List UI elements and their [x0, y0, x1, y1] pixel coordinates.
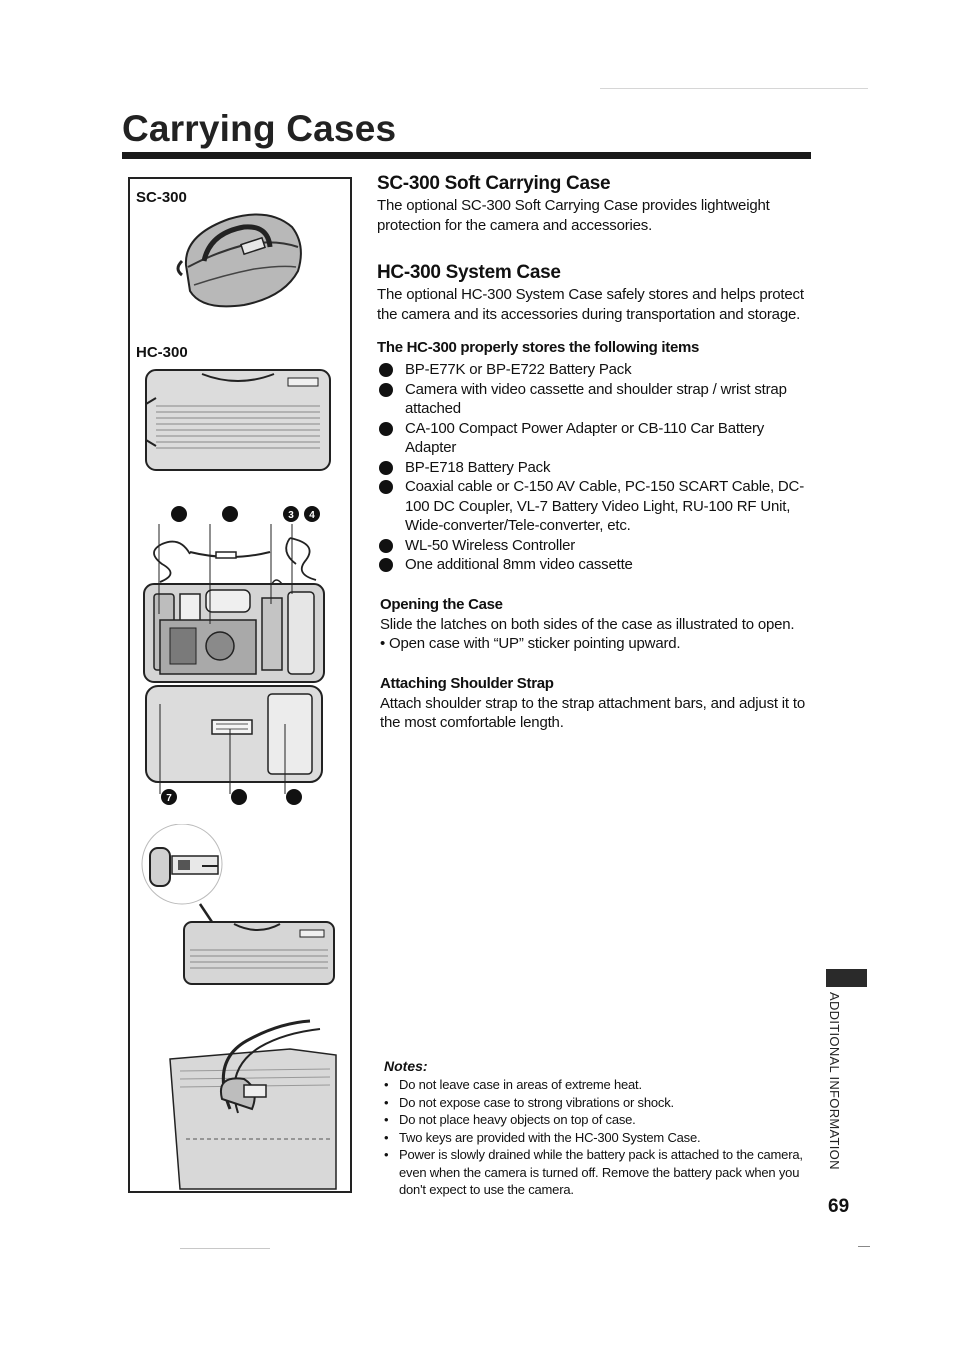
stores-heading: The HC-300 properly stores the following items — [377, 339, 700, 356]
list-item: BP-E718 Battery Pack — [377, 458, 817, 478]
bullet-icon — [379, 363, 393, 377]
list-item: Coaxial cable or C-150 AV Cable, PC-150 SCART Cable, DC-100 DC Coupler, VL-7 Battery Video Light, RU-100 RF Unit, Wide-converter/Tele-converter, etc. — [377, 477, 817, 536]
opening-body: Slide the latches on both sides of the case as illustrated to open. — [380, 615, 795, 633]
opening-heading: Opening the Case — [380, 595, 503, 613]
hc300-closed-case-illustration — [142, 364, 334, 476]
list-item: • Do not expose case to strong vibrations or shock. — [384, 1094, 674, 1110]
strap-attachment-illustration — [160, 1019, 340, 1191]
notes-title: Notes: — [384, 1058, 428, 1074]
svg-text:7: 7 — [166, 793, 172, 804]
page-number: 69 — [828, 1196, 850, 1217]
notes-list — [384, 1076, 816, 1199]
footer-faint-tick — [858, 1246, 870, 1247]
notes-section — [384, 1058, 816, 1199]
strap-body: Attach shoulder strap to the strap attachment bars, and adjust it to the most comfortable length. — [380, 694, 805, 731]
sc300-body: The optional SC-300 Soft Carrying Case provides lightweight protection for the camera and accessories. — [377, 197, 770, 234]
hc300-body: The optional HC-300 System Case safely stores and helps protect the camera and its accessories during transportation and storage. — [377, 286, 804, 323]
list-item: One additional 8mm video cassette — [377, 555, 817, 575]
latch-detail-illustration — [140, 824, 340, 994]
list-item: WL-50 Wireless Controller — [377, 536, 817, 556]
list-item: CA-100 Compact Power Adapter or CB-110 Car Battery Adapter — [377, 419, 817, 458]
label-sc300: SC-300 — [136, 189, 187, 206]
top-faint-line — [600, 88, 868, 89]
list-item: BP-E77K or BP-E722 Battery Pack — [377, 360, 817, 380]
list-item: • Power is slowly drained while the battery pack is attached to the camera, even when the camera is turned off. Remove the battery pack when you don't expect to use the camera. — [384, 1147, 803, 1197]
stores-list — [377, 360, 817, 575]
bullet-icon — [379, 558, 393, 572]
bullet-icon — [379, 539, 393, 553]
sc300-soft-bag-illustration — [174, 205, 314, 315]
bullet-icon — [379, 480, 393, 494]
page-title: Carrying Cases — [122, 108, 397, 149]
callout-markers-bottom — [160, 786, 330, 808]
opening-bullet: • Open case with “UP” sticker pointing upward. — [380, 635, 681, 652]
section-tab-label: ADDITIONAL INFORMATION — [827, 992, 842, 1170]
label-hc300: HC-300 — [136, 344, 188, 361]
content-column — [377, 172, 817, 733]
title-rule — [122, 152, 811, 159]
bullet-icon — [379, 383, 393, 397]
bullet-icon — [379, 461, 393, 475]
svg-text:3: 3 — [288, 510, 294, 521]
sc300-heading: SC-300 Soft Carrying Case — [377, 173, 611, 194]
footer-faint-line — [180, 1248, 270, 1249]
list-item: • Do not leave case in areas of extreme heat. — [384, 1077, 642, 1092]
list-item: • Two keys are provided with the HC-300 System Case. — [384, 1129, 701, 1145]
illustration-panel — [128, 177, 352, 1193]
hc300-heading: HC-300 System Case — [377, 262, 561, 283]
section-tab-marker — [826, 969, 867, 987]
hc300-open-case-illustration — [140, 524, 340, 794]
list-item: Camera with video cassette and shoulder strap / wrist strap attached — [377, 380, 817, 419]
callout-markers-top — [160, 502, 330, 526]
svg-text:4: 4 — [309, 510, 315, 521]
list-item: • Do not place heavy objects on top of case. — [384, 1112, 636, 1127]
strap-heading: Attaching Shoulder Strap — [380, 674, 554, 692]
bullet-icon — [379, 422, 393, 436]
